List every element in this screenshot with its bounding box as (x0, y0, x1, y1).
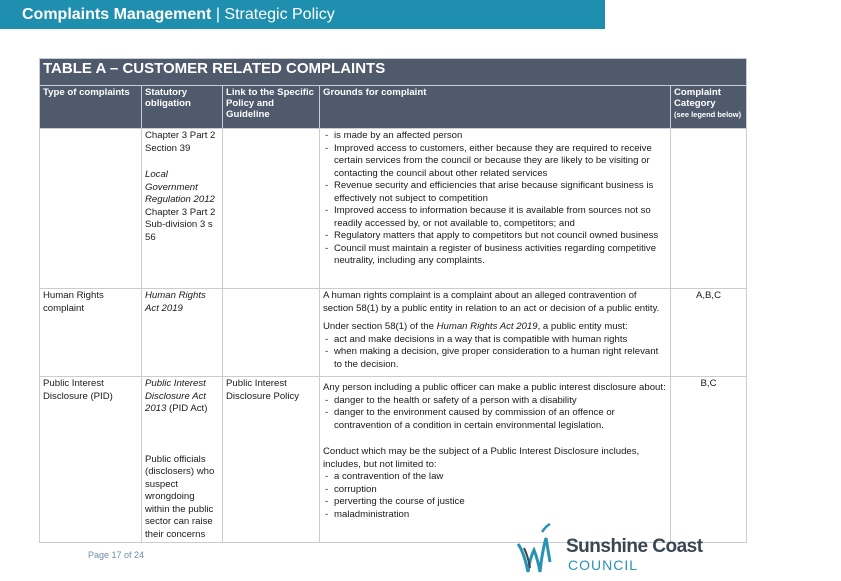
row3-statutory-cell (142, 377, 223, 543)
col-statutory-header: Statutory obligation (142, 86, 223, 129)
row1-statutory-cell (142, 129, 223, 289)
row1-type-cell (40, 129, 142, 289)
row2-category-cell: A,B,C (671, 289, 747, 377)
list-item: - when making a decision, give proper consideration to a human right relevant to the decision. (323, 346, 667, 371)
row2-grounds-lead: Under section 58(1) of the Human Rights Act 2019, a public entity must: (323, 321, 628, 332)
col-grounds-header: Grounds for complaint (320, 86, 671, 129)
row3-grounds-list-a (323, 395, 667, 433)
row3-link-cell: Public Interest Disclosure Policy (223, 377, 320, 543)
header-separator: | (215, 6, 220, 23)
col-link-header: Link to the Specific Policy and Guideline (223, 86, 320, 129)
row3-category-cell: B,C (671, 377, 747, 543)
col-type-header: Type of complaints (40, 86, 142, 129)
row1-grounds-list (323, 130, 667, 268)
list-item: - Regulatory matters that apply to competitors but not council owned business (323, 230, 667, 243)
row1-statutory-a: Chapter 3 Part 2 Section 39 (145, 130, 216, 154)
row3-grounds-intro: Any person including a public officer can make a public interest disclosure about: (323, 382, 666, 393)
table-row (40, 377, 747, 543)
table-row (40, 129, 747, 289)
logo-text-sub: COUNCIL (568, 557, 639, 573)
council-logo (516, 522, 716, 576)
row3-grounds-cell (320, 377, 671, 543)
row2-statutory-cell: Human Rights Act 2019 (142, 289, 223, 377)
list-item: - a contravention of the law (323, 471, 667, 484)
page-number: Page 17 of 24 (88, 550, 145, 560)
page-header-banner (0, 0, 605, 29)
list-item: - is made by an affected person (323, 130, 667, 143)
row1-link-cell (223, 129, 320, 289)
list-item: - Improved access to customers, either because they are required to receive certain services from the council or because they are likely to be visiting or contacting the council about other related services (323, 143, 667, 181)
list-item: - Improved access to information because it is available from sources not so readily accessed by, or not available to, competitors; and (323, 205, 667, 230)
logo-text-main: Sunshine Coast (566, 536, 703, 557)
row2-link-cell (223, 289, 320, 377)
table-title-row (40, 59, 747, 86)
row1-grounds-cell (320, 129, 671, 289)
list-item: - danger to the environment caused by commission of an offence or contravention of a condition in certain environmental legislation. (323, 407, 667, 432)
list-item: - Council must maintain a register of business activities regarding competitive neutrality, including any complaints. (323, 243, 667, 268)
row2-grounds-cell (320, 289, 671, 377)
table-row (40, 289, 747, 377)
row3-statutory-act: Public Interest Disclosure Act 2013 (PID Act) (145, 378, 208, 414)
list-item: - danger to the health or safety of a person with a disability (323, 395, 667, 408)
wave-logo-icon (516, 522, 564, 576)
list-item: - corruption (323, 484, 667, 497)
list-item: - act and make decisions in a way that is compatible with human rights (323, 334, 667, 347)
list-item: - maladministration (323, 509, 667, 522)
row3-grounds-lead2: Conduct which may be the subject of a Public Interest Disclosure includes, includes, but not limited to: (323, 446, 640, 470)
row3-grounds-list-b (323, 471, 667, 521)
category-header-label: Complaint Category (674, 87, 721, 109)
row2-grounds-list (323, 334, 667, 372)
col-category-header (671, 86, 747, 129)
table-title: TABLE A – CUSTOMER RELATED COMPLAINTS (40, 59, 747, 86)
category-header-note: (see legend below) (674, 110, 742, 119)
row1-statutory-c: Chapter 3 Part 2 Sub-division 3 s 56 (145, 206, 216, 243)
row1-statutory-b: Local Government Regulation 2012 (145, 169, 215, 205)
row3-statutory-b: Public officials (disclosers) who suspect wrongdoing within the public sector can raise their concerns (145, 453, 215, 540)
complaints-table (39, 58, 747, 543)
table-header-row (40, 86, 747, 129)
header-title: Complaints Management (22, 6, 212, 23)
row2-grounds-intro: A human rights complaint is a complaint about an alleged contravention of section 58(1) by a public entity in relation to an act or decision of a public entity. (323, 290, 660, 314)
list-item: - perverting the course of justice (323, 496, 667, 509)
row3-type-cell: Public Interest Disclosure (PID) (40, 377, 142, 543)
list-item: - Revenue security and efficiencies that arise because significant business is effectively not subject to competition (323, 180, 667, 205)
row1-category-cell (671, 129, 747, 289)
row2-type-cell: Human Rights complaint (40, 289, 142, 377)
header-subtitle: Strategic Policy (224, 6, 335, 23)
